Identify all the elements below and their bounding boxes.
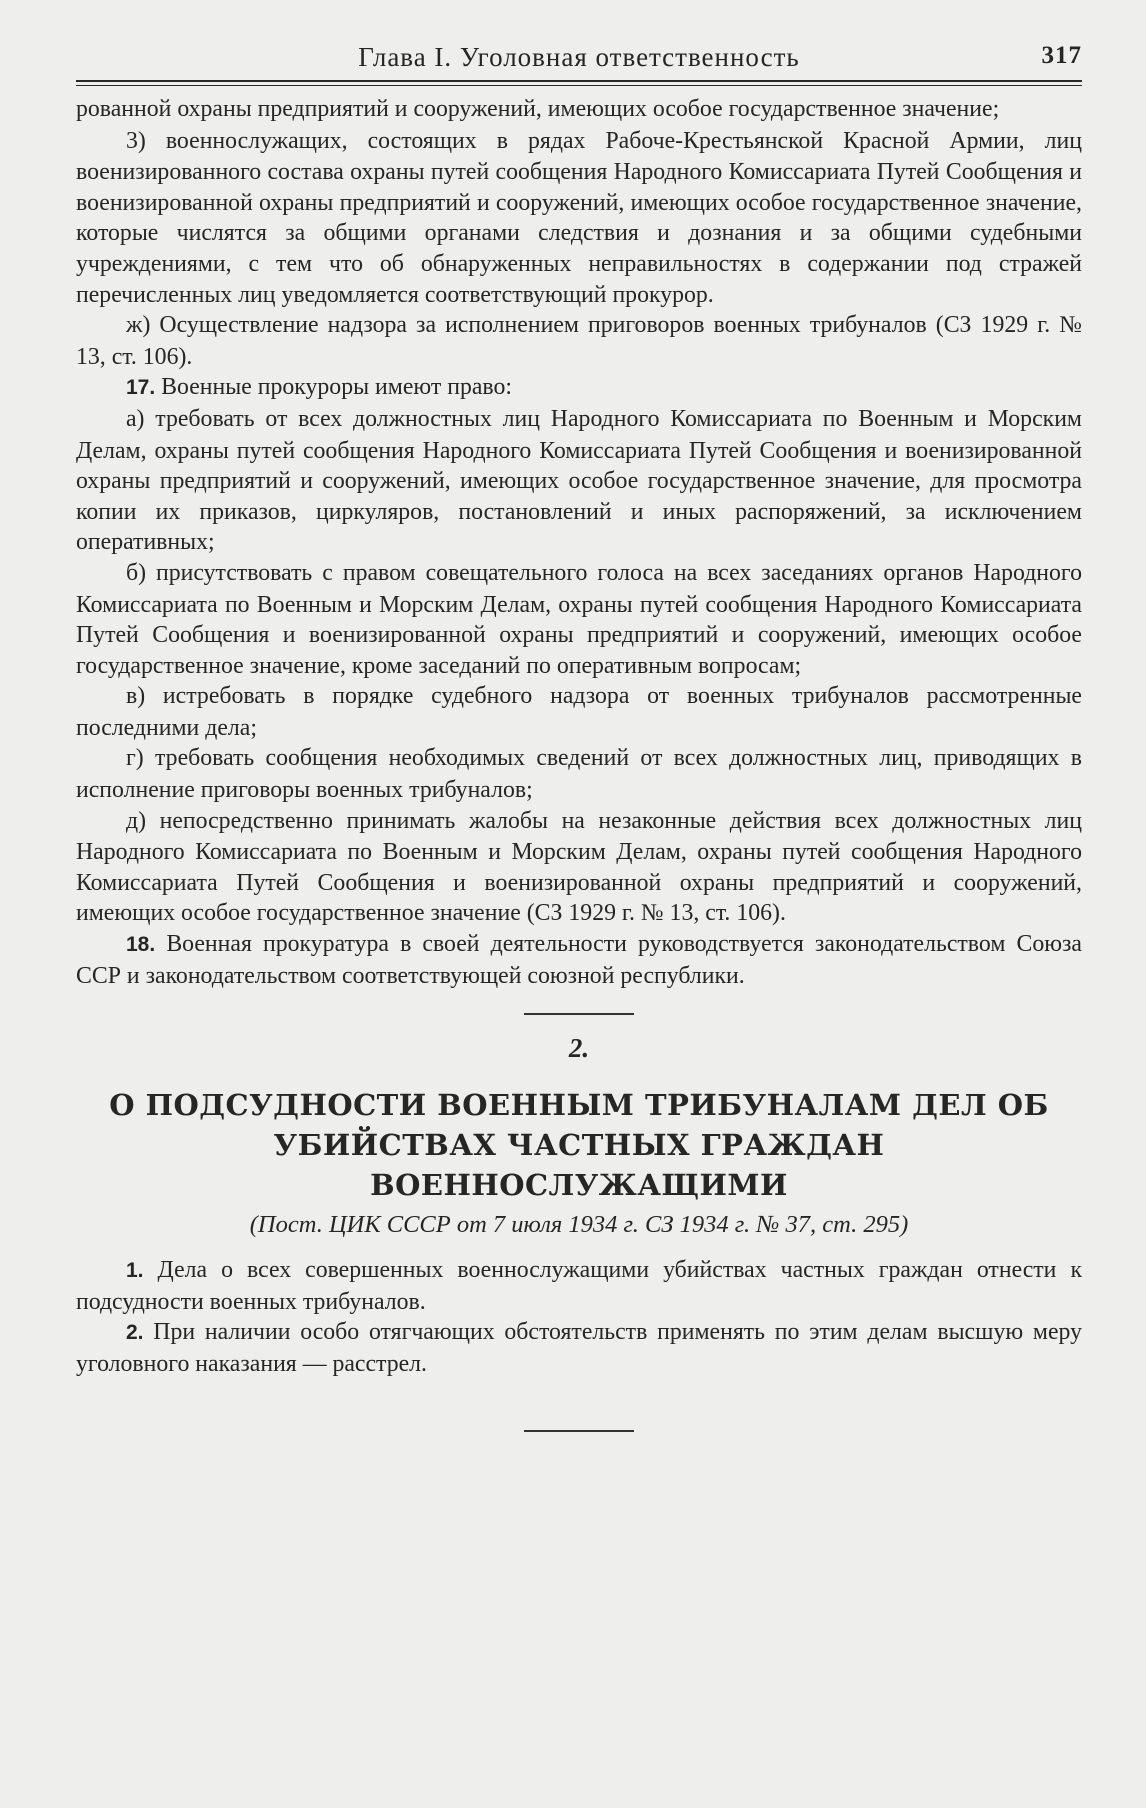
section-title: О ПОДСУДНОСТИ ВОЕННЫМ ТРИБУНАЛАМ ДЕЛ ОБ УБИЙСТВАХ ЧАСТНЫХ ГРАЖДАН ВОЕННОСЛУЖАЩИМИ <box>109 1088 1049 1203</box>
article-2 <box>76 1317 1082 1379</box>
section-source-citation: (Пост. ЦИК СССР от 7 июля 1934 г. СЗ 1934 г. № 37, ст. 295) <box>249 1211 909 1239</box>
paragraph-text: Военные прокуроры имеют право: <box>161 374 512 401</box>
page-number: 317 <box>1041 42 1082 69</box>
paragraph-text: г) требовать сообщения необходимых сведений от всех должностных лиц, приводящих в исполнение приговоры военных трибуналов; <box>76 745 1082 804</box>
paragraph <box>76 310 1082 372</box>
paragraph <box>76 94 1082 126</box>
paragraph <box>76 126 1082 311</box>
end-divider <box>524 1430 634 1432</box>
paragraph-text: Военная прокуратура в своей деятельности руководствуется законодательством Союза ССР и законодательством соответствующей союзной республики. <box>76 931 1082 989</box>
running-header <box>76 34 1082 80</box>
paragraph <box>76 558 1082 681</box>
article-17 <box>76 372 1082 404</box>
section-number: 2. <box>568 1033 590 1064</box>
header-rule-thin <box>76 85 1082 86</box>
paragraph <box>76 806 1082 929</box>
header-rule-thick <box>76 80 1082 82</box>
paragraph-number: 2. <box>126 1321 144 1345</box>
section-divider <box>524 1013 634 1015</box>
paragraph-text: б) присутствовать с правом совещательного голоса на всех заседаниях органов Народного Комиссариата по Военным и Морским Делам, охраны путей сообщения Народного Комиссариата Путей Сообщения и военизированной охраны предприятий и сооружений, имеющих особое государственное значение, кроме заседаний по оперативным вопросам; <box>76 559 1082 679</box>
paragraph-text: рованной охраны предприятий и сооружений, имеющих особое государственное значение; <box>76 96 1000 122</box>
paragraph-text: 3) военнослужащих, состоящих в рядах Рабоче-Крестьянской Красной Армии, лиц военизированного состава охраны путей сообщения Народного Комиссариата Путей Сообщения и военизированной охраны предприятий и сооружений, имеющих особое государственное значение, которые числятся за общими органами следствия и дознания и за общими судебными учреждениями, с тем что об обнаруженных неправильностях в содержании под стражей перечисленных лиц уведомляется соответствующий прокурор. <box>76 127 1082 308</box>
paragraph-text: д) непосредственно принимать жалобы на незаконные действия всех должностных лиц Народного Комиссариата по Военным и Морским Делам, охраны путей сообщения Народного Комиссариата Путей Сообщения и военизированной охраны предприятий и сооружений, имеющих особое государственное значение (СЗ 1929 г. № 13, ст. 106). <box>76 807 1082 927</box>
article-18 <box>76 929 1082 991</box>
paragraph-number: 1. <box>126 1259 144 1283</box>
paragraph-text: в) истребовать в порядке судебного надзора от военных трибуналов рассмотренные последними дела; <box>76 683 1082 741</box>
paragraph-number: 17. <box>126 376 156 400</box>
section-2-body <box>76 1255 1082 1379</box>
paragraph-text: ж) Осуществление надзора за исполнением приговоров военных трибуналов (СЗ 1929 г. № 13, ст. 106). <box>76 312 1082 370</box>
section-1-body <box>76 94 1082 991</box>
paragraph-text: При наличии особо отягчающих обстоятельств применять по этим делам высшую меру уголовного наказания — расстрел. <box>76 1319 1082 1377</box>
paragraph-text: а) требовать от всех должностных лиц Народного Комиссариата по Военным и Морским Делам, охраны путей сообщения Народного Комиссариата Путей Сообщения и военизированной охраны предприятий и сооружений, имеющих особое государственное значение, для просмотра копии их приказов, циркуляров, постановлений и иных распоряжений, за исключением оперативных; <box>76 405 1082 556</box>
paragraph <box>76 681 1082 743</box>
paragraph-number: 18. <box>126 933 156 957</box>
article-1 <box>76 1255 1082 1317</box>
paragraph <box>76 743 1082 805</box>
running-title: Глава I. Уголовная ответственность <box>358 42 800 72</box>
book-page <box>76 34 1082 1432</box>
paragraph-text: Дела о всех совершенных военнослужащими убийствах частных граждан отнести к подсудности военных трибуналов. <box>76 1257 1083 1315</box>
paragraph <box>76 404 1082 558</box>
